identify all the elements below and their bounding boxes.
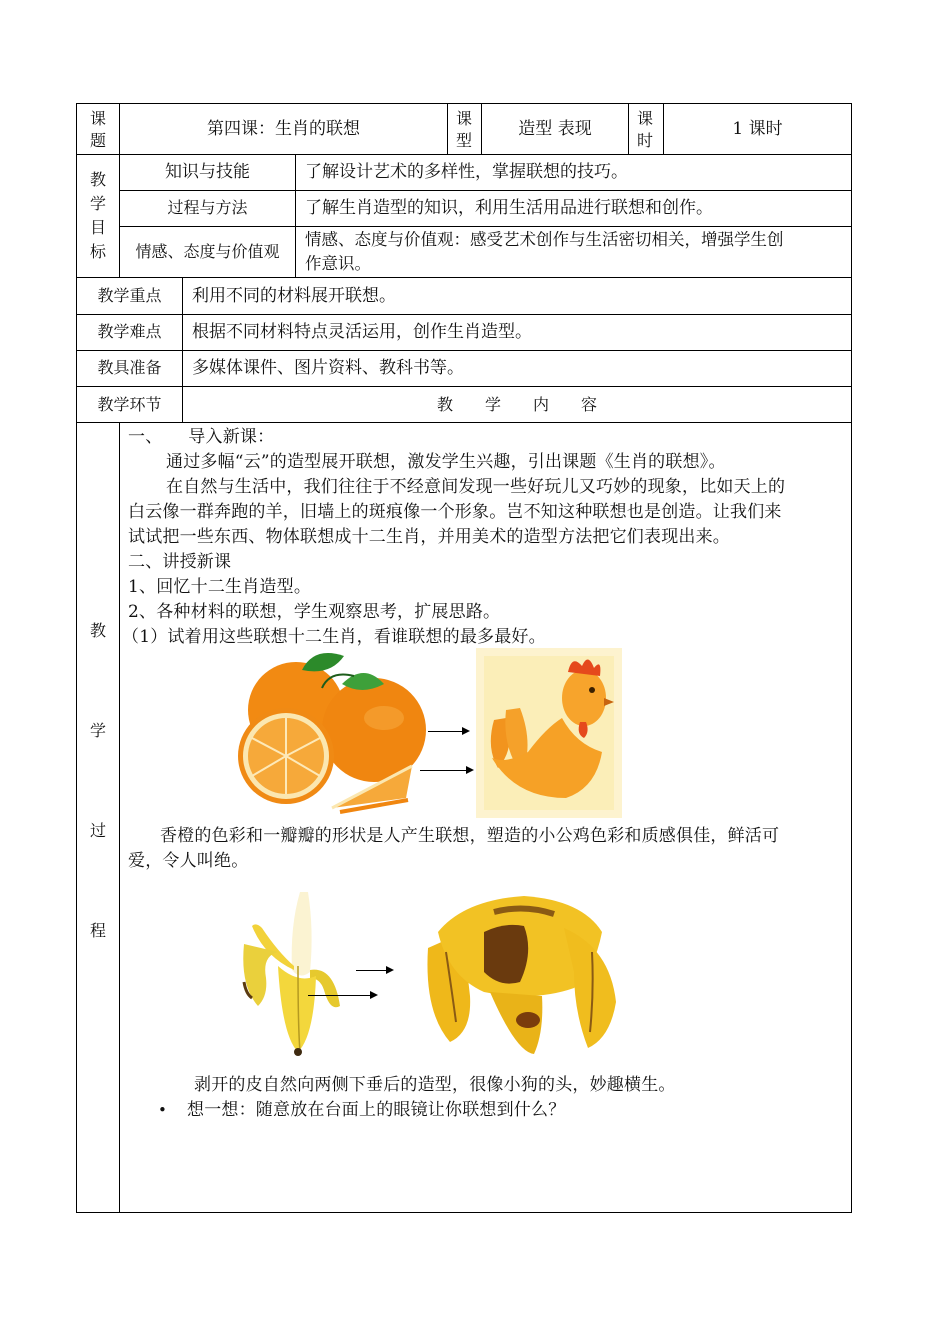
row-divider (119, 190, 852, 191)
goal-text-emotion-line1: 情感、态度与价值观：感受艺术创作与生活密切相关，增强学生创 (305, 230, 784, 249)
row-divider (76, 422, 852, 423)
col-divider (628, 103, 629, 155)
label-materials: 教具准备 (97, 358, 162, 377)
row-divider (76, 350, 852, 351)
table-border-top (76, 103, 852, 104)
goal-text-knowledge: 了解设计艺术的多样性，掌握联想的技巧。 (305, 162, 628, 182)
section1-heading: 一、 导入新课： (128, 427, 275, 447)
section1-para2-line2: 白云像一群奔跑的羊，旧墙上的斑痕像一个形象。岂不知这种联想也是创造。让我们来 (128, 502, 782, 522)
goal-category-emotion: 情感、态度与价值观 (135, 242, 280, 261)
goal-category-knowledge: 知识与技能 (165, 162, 250, 182)
banana-dog-photo (424, 892, 622, 1060)
row-divider (76, 154, 852, 155)
section2-heading: 二、讲授新课 (128, 552, 232, 572)
label-goals: 教学目标 (89, 170, 106, 261)
row-divider (76, 277, 852, 278)
section2-item2: 2、各种材料的联想，学生观察思考，扩展思路。 (128, 602, 501, 622)
table-border-right (851, 103, 852, 1213)
orange-desc-line2: 爱，令人叫绝。 (128, 851, 249, 871)
col-divider (119, 422, 120, 1212)
banana-desc: 剥开的皮自然向两侧下垂后的造型，很像小狗的头，妙趣横生。 (194, 1075, 676, 1095)
label-stage: 教学环节 (97, 395, 162, 414)
table-border-left (76, 103, 77, 1213)
label-process-4: 程 (89, 921, 106, 940)
think-prompt: 想一想：随意放在台面上的眼镜让你联想到什么？ (187, 1100, 566, 1120)
col-divider (447, 103, 448, 155)
goal-text-emotion-line2: 作意识。 (305, 254, 371, 273)
arrow-icon (428, 731, 468, 732)
lesson-title: 第四课：生肖的联想 (207, 119, 360, 139)
label-type: 课型 (455, 109, 472, 150)
arrow-icon (420, 770, 472, 771)
section2-item1: 1、回忆十二生肖造型。 (128, 577, 312, 597)
orange-rooster-photo (476, 648, 622, 818)
goal-text-process: 了解生肖造型的知识，利用生活用品进行联想和创作。 (305, 198, 713, 218)
row-divider (119, 226, 852, 227)
goal-category-process: 过程与方法 (167, 198, 248, 217)
row-divider (76, 386, 852, 387)
col-divider (295, 154, 296, 278)
arrow-icon (356, 970, 392, 971)
orange-desc-line1: 香橙的色彩和一瓣瓣的形状是人产生联想，塑造的小公鸡色彩和质感俱佳，鲜活可 (160, 826, 780, 846)
label-key-point: 教学重点 (97, 286, 162, 305)
materials-text: 多媒体课件、图片资料、教科书等。 (192, 358, 464, 378)
bullet-icon: • (158, 1101, 168, 1119)
table-border-bottom (76, 1212, 852, 1213)
lesson-type: 造型 表现 (518, 119, 592, 139)
label-process-1: 教 (89, 621, 106, 640)
orange-photo (234, 648, 428, 818)
section1-para2-line3: 试试把一些东西、物体联想成十二生肖，并用美术的造型方法把它们表现出来。 (128, 527, 730, 547)
key-point-text: 利用不同的材料展开联想。 (192, 286, 396, 306)
section2-item3: （1）试着用这些联想十二生肖，看谁联想的最多最好。 (122, 627, 546, 647)
row-divider (76, 314, 852, 315)
arrow-icon (308, 995, 376, 996)
difficulty-text: 根据不同材料特点灵活运用，创作生肖造型。 (192, 322, 532, 342)
lesson-hours: 1 课时 (732, 119, 783, 139)
section1-para1: 通过多幅“云”的造型展开联想，激发学生兴趣，引出课题《生肖的联想》。 (166, 452, 726, 472)
label-process-2: 学 (89, 721, 106, 740)
label-process-3: 过 (89, 821, 106, 840)
banana-photo (238, 886, 348, 1058)
section1-para2-line1: 在自然与生活中，我们往往于不经意间发现一些好玩儿又巧妙的现象，比如天上的 (166, 477, 786, 497)
label-title: 课题 (89, 109, 106, 150)
label-hours: 课时 (636, 109, 653, 150)
content-heading: 教 学 内 容 (436, 395, 597, 414)
label-difficulty: 教学难点 (97, 322, 162, 341)
